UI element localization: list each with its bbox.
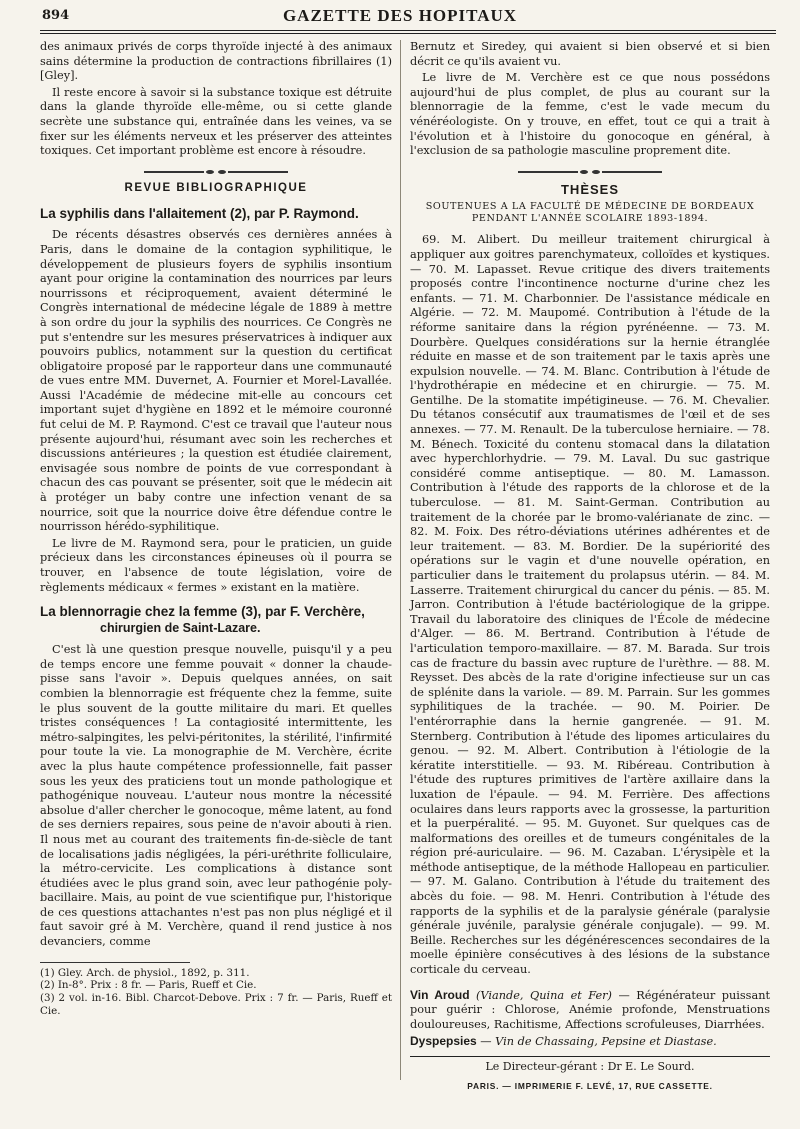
director-line: Le Directeur-gérant : Dr E. Le Sourd. (485, 1060, 695, 1073)
page-number: 894 (42, 8, 70, 23)
footnote: (2) In-8°. Prix : 8 fr. — Paris, Rueff et Cie. (40, 979, 257, 992)
article-paragraph: C'est là une question presque nouvelle, puisqu'il y a peu de temps encore une femme pouvait « donner la chaude-pisse sans l'avoir ». Depuis quelques années, on sait combien la blennorragie est fréquente chez la femme, suite le plus souvent de la goutte militaire du mari. Et quelles tristes conséquences ! La contagiosité intermittente, les métro-salpingites, les pelvi-péritonites, la stérilité, l'infirmité pour toute la vie. La monographie de M. Verchère, écrite avec la plus haute compétence professionnelle, fait passer sous les yeux des praticiens tout un monde pathologique et pathogénique nouveau. L'auteur nous montre la nécessité absolue d'aller chercher le gonocoque, même latent, au fond de ses derniers repaires, sous peine de n'avoir abouti à rien. Il nous met au courant des traitements fin-de-siècle de tant de localisations jadis négligées, la péri-uréthrite folliculaire, la métro-cervicite. Les complications à distance sont étudiées avec le plus grand soin, avec leur pathogénie poly-bacillaire. Mais, au point de vue scientifique pur, l'historique de ces questions attachantes n'est pas non plus négligé et il faut savoir gré à M. Verchère, quand il rend justice à nos devanciers, comme (40, 643, 392, 949)
intro-paragraph: Le livre de M. Verchère est ce que nous possédons aujourd'hui de plus complet, de plus au courant sur la blennorragie de la femme, c'est le vade mecum du vénéréologiste. On y trouve, en effet, tout ce qui a trait à l'évolution et à l'histoire du gonocoque en général, à l'exclusion de sa pathologie masculine proprement dite. (410, 71, 770, 158)
header-rule (40, 30, 776, 31)
right-column (410, 40, 770, 1093)
page-header (0, 0, 800, 34)
advertisement (410, 988, 770, 1033)
ad-product-name: Vin Aroud (410, 987, 470, 1002)
article-paragraph: Le livre de M. Raymond sera, pour le praticien, un guide précieux dans les circonstances épineuses où il pourra se trouver, en l'absence de toute législation, voire de règlements médicaux « fermes » existant en la matière. (40, 536, 392, 594)
header-rule-2 (40, 33, 776, 34)
advertisement (410, 1034, 770, 1050)
article-paragraph: De récents désastres observés ces dernières années à Paris, dans le domaine de la contagion syphilitique, le développement de plusieurs foyers de syphilis insontium ayant pour origine la contamination des nourrices par leurs nourrissons et réciproquement, avaient déterminé le Congrès international de médecine légale de 1889 à mettre à son ordre du jour la syphilis des nourrices. Ce Congrès ne put s'entendre sur les mesures préservatrices à indiquer aux pouvoirs publics, notamment sur la question du certificat obligatoire proposé par le rapporteur dans une communauté de vues entre MM. Duvernet, A. Fournier et Morel-Lavallée. Aussi l'Académie de médecine mit-elle au concours cet important sujet d'hygiène en 1892 et le mémoire couronné fut celui de M. P. Raymond. C'est ce travail que l'auteur nous présente aujourd'hui, résumant avec soin les recherches et discussions antérieures ; la question est étudiée clairement, envisagée sous nombre de points de vue correspondant à chacun des cas pouvant se présenter, soit que le médecin ait à protéger un baby contre une infection venant de sa nourrice, soit que la nourrice doive être défendue contre le nourrisson hérédo-syphilitique. (40, 228, 392, 534)
column-divider (400, 40, 401, 1080)
footnotes (40, 967, 392, 1018)
intro-paragraph: Il reste encore à savoir si la substance toxique est détruite dans la glande thyroïde elle-même, ou si cette glande secrète une substance qui, entraînée dans les veines, va se fixer sur les éléments nerveux et les préserver des atteintes toxiques. Cet important problème est encore à résoudre. (40, 85, 392, 158)
footnote: (3) 2 vol. in-16. Bibl. Charcot-Debove. Prix : 7 fr. — Paris, Rueff et Cie. (40, 992, 392, 1018)
ornament-separator (40, 165, 392, 175)
ad-product-name: Dyspepsies (410, 1034, 477, 1049)
theses-subtitle (410, 201, 770, 225)
ad-product-details: (Viande, Quina et Fer) (476, 988, 612, 1002)
footnote-rule (40, 962, 190, 963)
article-heading (40, 603, 392, 637)
footnote: (1) Gley. Arch. de physiol., 1892, p. 311. (40, 966, 250, 979)
section-title: REVUE BIBLIOGRAPHIQUE (124, 181, 308, 194)
article-heading-title: La blennorragie chez la femme (3), par F. Verchère, (40, 604, 365, 620)
ornament-separator (410, 165, 770, 175)
intro-paragraph: des animaux privés de corps thyroïde injecté à des animaux sains détermine la production de contractions fibrillaires (1) [Gley]. (40, 40, 392, 83)
running-title: GAZETTE DES HOPITAUX (282, 6, 518, 25)
theses-list: 69. M. Alibert. Du meilleur traitement chirurgical à appliquer aux goitres parenchymateux, colloïdes et kystiques. — 70. M. Lapasset. Revue critique des divers traitements proposés contre l'incontinence nocturne d'urine chez les enfants. — 71. M. Charbonnier. De l'assistance médicale en Algérie. — 72. M. Maupomé. Contribution à l'étude de la réforme sanitaire dans la région pyrénéenne. — 73. M. Dourbère. Quelques considérations sur la hernie étranglée réduite en masse et de son traitement par le taxis après une expulsion nouvelle. — 74. M. Blanc. Contribution à l'étude de l'hydrothérapie en médecine et en chirurgie. — 75. M. Gentilhe. De la stomatite impétigineuse. — 76. M. Chevalier. Du tétanos consécutif aux traumatismes de l'œil et de ses annexes. — 77. M. Renault. De la tuberculose herniaire. — 78. M. Bénech. Toxicité du contenu stomacal dans la dilatation avec hyperchlorhydrie. — 79. M. Laval. Du suc gastrique considéré comme antiseptique. — 80. M. Lamasson. Contribution à l'étude des rapports de la chlorose et de la tuberculose. — 81. M. Saint-German. Contribution au traitement de la chorée par le bromo-valérianate de zinc. — 82. M. Foix. Des rétro-déviations utérines adhérentes et de leur traitement. — 83. M. Bordier. De la supériorité des opérations sur le vagin et d'une nouvelle opération, en particulier dans le traitement du prolapsus utérin. — 84. M. Lasserre. Traitement chirurgical du cancer du pénis. — 85. M. Jarron. Contribution à l'étude bactériologique de la grippe. Travail du laboratoire des cliniques de l'École de médecine d'Alger. — 86. M. Bertrand. Contribution à l'étude de l'articulation temporo-maxillaire. — 87. M. Barada. Sur trois cas de fracture du bassin avec rupture de l'urèthre. — 88. M. Reysset. Des abcès de la rate d'origine infectieuse sur un cas de splénite dans la variole. — 89. M. Parrain. Sur les gommes syphilitiques de la trachée. — 90. M. Poirier. De l'entérorraphie dans la hernie gangrenée. — 91. M. Sternberg. Contribution à l'étude des lipomes articulaires du genou. — 92. M. Albert. Contribution à l'étiologie de la kératite interstitielle. — 93. M. Ribéreau. Contribution à l'étude des ruptures primitives de l'artère axillaire dans la luxation de l'épaule. — 94. M. Ferrière. Des affections oculaires dans leurs rapports avec la grossesse, la parturition et la puerpéralité. — 95. M. Guyonet. Sur quelques cas de malformations des oreilles et de tumeurs congénitales de la région pré-auriculaire. — 96. M. Cazaban. L'érysipèle et la méthode antiseptique, de la méthode Hallopeau en particulier. — 97. M. Galano. Contribution à l'étude du traitement des abcès du foie. — 98. M. Henri. Contribution à l'étude des rapports de la syphilis et de la paralysie générale (paralysie générale juvénile, paralysie générale conjugale). — 99. M. Beille. Recherches sur les dégénérescences secondaires de la moelle épinière consécutives à des lésions de la substance corticale du cerveau. (410, 233, 770, 977)
footer-rule (410, 1056, 770, 1057)
theses-title: THÈSES (560, 181, 619, 197)
printer-line: PARIS. — IMPRIMERIE F. LEVÉ, 17, RUE CASSETTE. (467, 1080, 713, 1091)
article-heading: La syphilis dans l'allaitement (2), par P. Raymond. (40, 206, 359, 222)
ad-text: — Régénérateur puissant pour guérir : Chlorose, Anémie profonde, Menstruations douloureuses, Rachitisme, Affections scrofuleuses, Diarrhées. (410, 988, 771, 1031)
intro-paragraph: Bernutz et Siredey, qui avaient si bien observé et si bien décrit ce qu'ils avaient vu. (410, 40, 770, 68)
left-column (40, 40, 392, 1018)
article-subheading: chirurgien de Saint-Lazare. (100, 621, 261, 636)
ad-text: — Vin de Chassaing, Pepsine et Diastase. (480, 1035, 717, 1049)
theses-subtitle-line: PENDANT L'ANNÉE SCOLAIRE 1893-1894. (471, 213, 709, 225)
theses-subtitle-line: SOUTENUES A LA FACULTÉ DE MÉDECINE DE BORDEAUX (425, 201, 755, 213)
